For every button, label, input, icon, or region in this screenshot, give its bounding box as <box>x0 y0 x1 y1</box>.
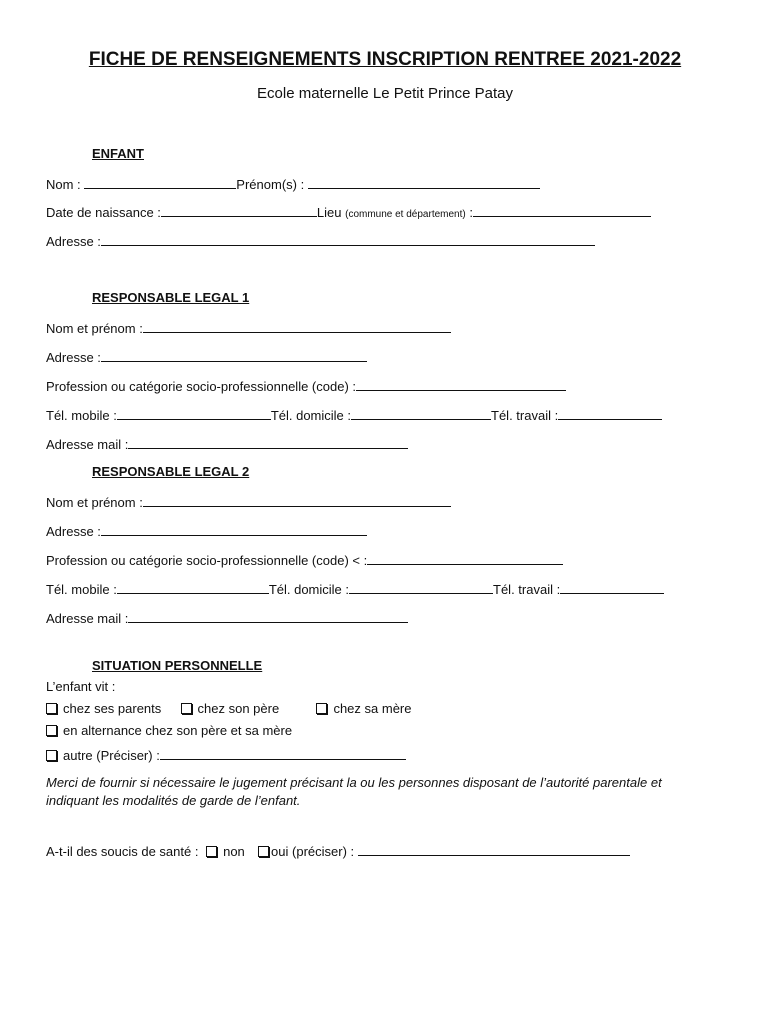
situation-alternance-row <box>46 723 292 739</box>
enfant-adresse-label: Adresse : <box>46 234 101 249</box>
enfant-lieu-field[interactable] <box>473 203 651 217</box>
situation-autre-row <box>46 746 406 764</box>
resp1-tel-travail-label: Tél. travail : <box>491 408 559 423</box>
section-resp1-heading: RESPONSABLE LEGAL 1 <box>92 290 250 305</box>
enfant-adresse-field[interactable] <box>101 232 595 246</box>
enfant-lieu-note: (commune et département) <box>345 209 466 220</box>
resp1-tel-mobile-label: Tél. mobile : <box>46 408 117 423</box>
section-situation-heading: SITUATION PERSONNELLE <box>92 658 263 673</box>
sante-question-label: A-t-il des soucis de santé : <box>46 844 199 859</box>
enfant-adresse-row <box>46 232 595 250</box>
option-chez-mere-label: chez sa mère <box>333 701 412 716</box>
resp2-tel-travail-label: Tél. travail : <box>493 582 561 597</box>
page-title: FICHE DE RENSEIGNEMENTS INSCRIPTION RENTREE 2021-2022 <box>88 49 682 70</box>
resp1-mail-row <box>46 435 408 453</box>
checkbox-alternance[interactable] <box>46 725 57 736</box>
resp2-tel-row <box>46 580 664 598</box>
resp2-adresse-label: Adresse : <box>46 524 101 539</box>
checkbox-chez-mere[interactable] <box>316 703 327 714</box>
resp1-mail-label: Adresse mail : <box>46 437 129 452</box>
resp1-tel-domicile-label: Tél. domicile : <box>270 408 352 423</box>
enfant-date-naissance-field[interactable] <box>161 203 317 217</box>
situation-options-row <box>46 701 412 717</box>
enfant-prenom-field[interactable] <box>308 175 540 189</box>
resp2-mail-field[interactable] <box>128 609 408 623</box>
option-autre-label: autre (Préciser) : <box>63 748 160 763</box>
resp2-mail-label: Adresse mail : <box>46 611 129 626</box>
autre-preciser-field[interactable] <box>160 746 406 760</box>
sante-non-label: non <box>223 844 245 859</box>
resp1-adresse-label: Adresse : <box>46 350 101 365</box>
resp2-adresse-row <box>46 522 367 540</box>
school-name: Ecole maternelle Le Petit Prince Patay <box>257 85 513 102</box>
checkbox-chez-pere[interactable] <box>181 703 192 714</box>
resp1-mail-field[interactable] <box>128 435 408 449</box>
option-chez-parents-label: chez ses parents <box>63 701 162 716</box>
resp1-tel-mobile-field[interactable] <box>117 406 271 420</box>
enfant-nom-field[interactable] <box>84 175 236 189</box>
resp1-nom-prenom-field[interactable] <box>143 319 451 333</box>
section-resp2-heading: RESPONSABLE LEGAL 2 <box>92 464 250 479</box>
resp2-nom-row <box>46 493 451 511</box>
resp2-tel-mobile-field[interactable] <box>117 580 269 594</box>
resp2-tel-travail-field[interactable] <box>560 580 664 594</box>
checkbox-sante-non[interactable] <box>206 846 217 857</box>
resp2-tel-domicile-field[interactable] <box>349 580 493 594</box>
resp2-tel-mobile-label: Tél. mobile : <box>46 582 117 597</box>
resp2-tel-domicile-label: Tél. domicile : <box>268 582 350 597</box>
sante-row <box>46 842 630 860</box>
resp1-profession-row <box>46 377 566 395</box>
enfant-date-naissance-label: Date de naissance : <box>46 205 161 220</box>
enfant-nom-label: Nom : <box>46 177 81 192</box>
enfant-prenom-label: Prénom(s) : <box>236 177 305 192</box>
checkbox-autre[interactable] <box>46 750 57 761</box>
resp2-profession-row <box>46 551 563 569</box>
option-alternance-label: en alternance chez son père et sa mère <box>63 723 293 738</box>
situation-note-line-2: indiquant les modalités de garde de l’enfant. <box>46 793 301 808</box>
resp1-tel-travail-field[interactable] <box>558 406 662 420</box>
enfant-lieu-label: Lieu <box>316 205 342 220</box>
resp2-nom-prenom-field[interactable] <box>143 493 451 507</box>
enfant-nom-row <box>46 175 540 193</box>
section-enfant-heading: ENFANT <box>92 146 144 161</box>
checkbox-sante-oui[interactable] <box>258 846 269 857</box>
enfant-naissance-row <box>46 203 651 223</box>
checkbox-chez-parents[interactable] <box>46 703 57 714</box>
sante-oui-label: oui (préciser) : <box>271 844 355 859</box>
resp1-nom-row <box>46 319 451 337</box>
option-chez-pere-label: chez son père <box>197 701 280 716</box>
resp1-tel-domicile-field[interactable] <box>351 406 491 420</box>
situation-note-line-1: Merci de fournir si nécessaire le jugement précisant la ou les personnes disposant de l’autorité parentale et <box>46 775 662 790</box>
sante-preciser-field[interactable] <box>358 842 630 856</box>
resp1-profession-field[interactable] <box>356 377 566 391</box>
situation-intro: L’enfant vit : <box>46 679 116 694</box>
resp1-tel-row <box>46 406 662 424</box>
resp2-mail-row <box>46 609 408 627</box>
resp1-profession-label: Profession ou catégorie socio-professionnelle (code) : <box>46 379 357 394</box>
resp2-nom-prenom-label: Nom et prénom : <box>46 495 143 510</box>
resp1-adresse-row <box>46 348 367 366</box>
resp2-adresse-field[interactable] <box>101 522 367 536</box>
resp2-profession-field[interactable] <box>367 551 563 565</box>
resp1-nom-prenom-label: Nom et prénom : <box>46 321 143 336</box>
enfant-lieu-colon: : <box>469 205 473 220</box>
resp1-adresse-field[interactable] <box>101 348 367 362</box>
resp2-profession-label: Profession ou catégorie socio-professionnelle (code) < : <box>46 553 368 568</box>
